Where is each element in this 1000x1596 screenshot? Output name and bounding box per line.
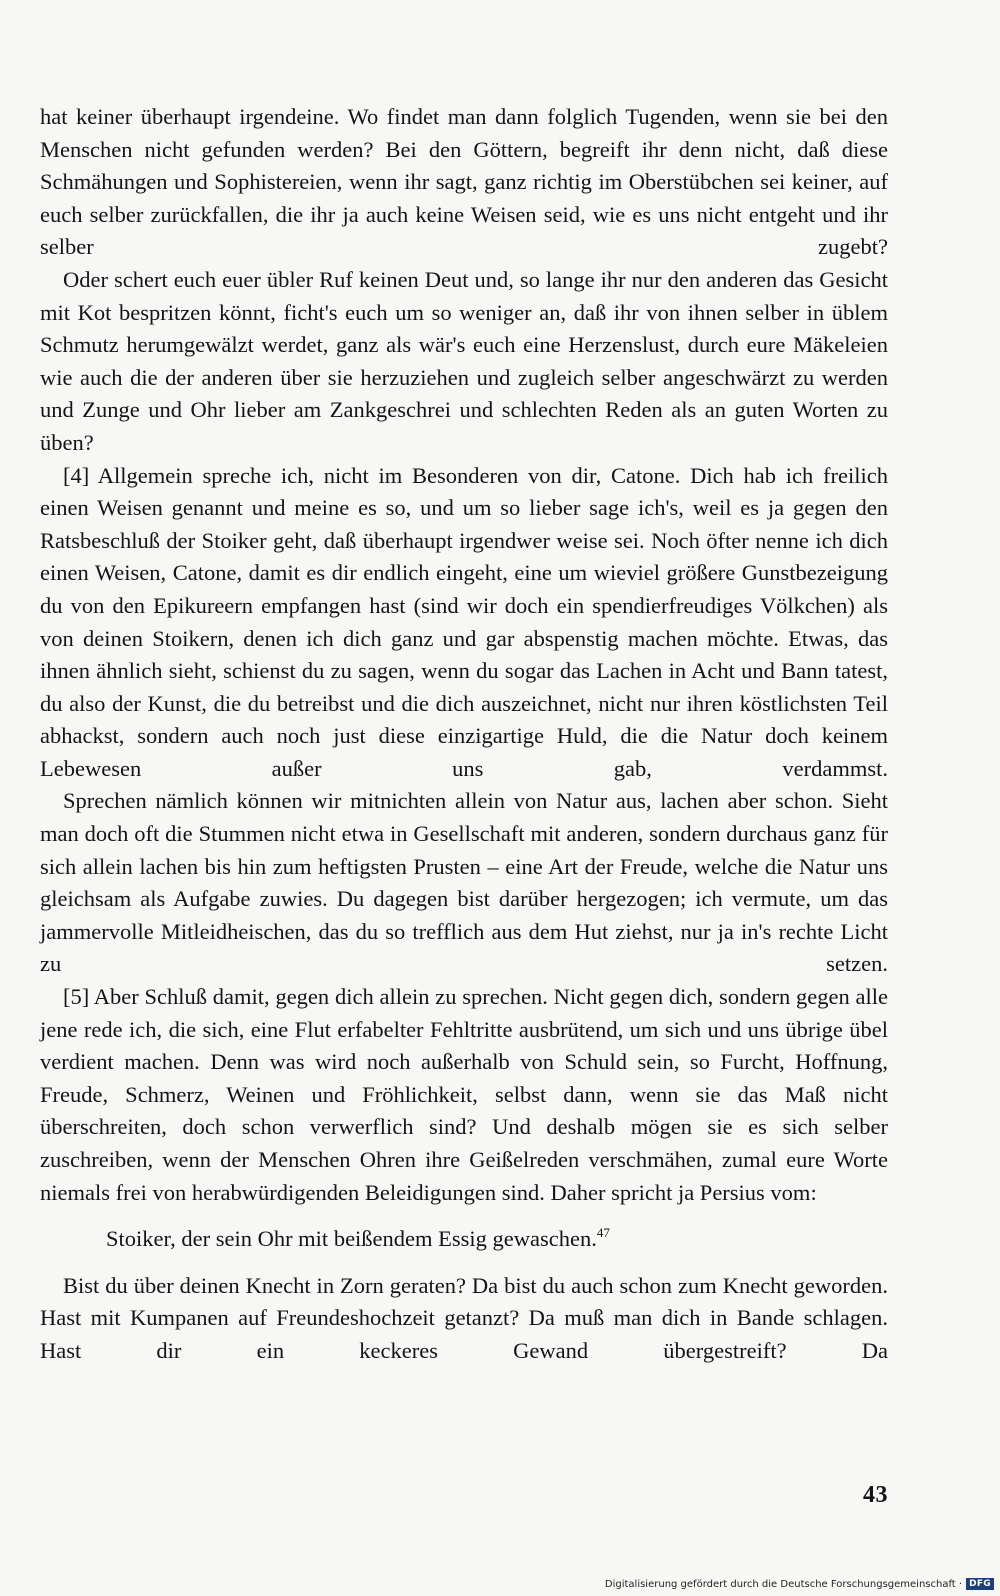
paragraph-1: hat keiner überhaupt irgendeine. Wo findet man dann folglich Tugenden, wenn sie bei den Menschen nicht gefunden werden? Bei den Göttern, begreift ihr denn nicht, daß diese Schmähungen und Sophistereien, wenn ihr sagt, ganz richtig im Oberstübchen sei keiner, auf euch selber zurückfallen, die ihr ja auch keine Weisen seid, wie es uns nicht entgeht und ihr selber zugebt? [40, 104, 888, 260]
block-quote [106, 1223, 888, 1256]
page-number: 43 [863, 1482, 888, 1508]
dfg-logo: DFG [966, 1578, 994, 1590]
paragraph-2: Oder schert euch euer übler Ruf keinen Deut und, so lange ihr nur den anderen das Gesicht mit Kot bespritzen könnt, ficht's euch um so weniger an, daß ihr von ihnen selber in üblem Schmutz herumgewälzt werdet, ganz als wär's euch eine Herzenslust, durch eure Mäkeleien wie auch die der anderen über sie herzuziehen und zugleich selber angeschwärzt zu werden und Zunge und Ohr lieber am Zankgeschrei und schlechten Reden als an guten Worten zu üben? [40, 266, 888, 455]
paragraph-3: [4] Allgemein spreche ich, nicht im Besonderen von dir, Catone. Dich hab ich freilich einen Weisen genannt und meine es so, und um so lieber sage ich's, weil es ja gegen den Ratsbeschluß der Stoiker geht, daß überhaupt irgendwer weise sei. Noch öfter nenne ich dich einen Weisen, Catone, damit es dir endlich eingeht, eine um wieviel größere Gunstbezeigung du von den Epikureern empfangen hast (sind wir doch ein spendierfreudiges Völkchen) als von deinen Stoikern, denen ich dich ganz und gar abspenstig machen möchte. Etwas, das ihnen ähnlich sieht, schienst du zu sagen, wenn du sogar das Lachen in Acht und Bann tatest, du also der Kunst, die du betreibst und die dich auszeichnet, nicht nur ihren köstlichsten Teil abhackst, sondern auch noch just diese einzigartige Huld, die die Natur doch keinem Lebewesen außer uns gab, verdammst. [40, 462, 888, 781]
quote-text: Stoiker, der sein Ohr mit beißendem Essig gewaschen. [106, 1226, 597, 1252]
paragraph-6: Bist du über deinen Knecht in Zorn geraten? Da bist du auch schon zum Knecht geworden. Hast mit Kumpanen auf Freundeshochzeit getanzt? Da muß man dich in Bande schlagen. Hast dir ein keckeres Gewand übergestreift? Da [40, 1272, 888, 1363]
footnote-reference[interactable]: 47 [596, 1225, 610, 1241]
paragraph-4: Sprechen nämlich können wir mitnichten allein von Natur aus, lachen aber schon. Sieht man doch oft die Stummen nicht etwa in Gesellschaft mit anderen, sondern durchaus ganz für sich allein lachen bis hin zum heftigsten Prusten – eine Art der Freude, welche die Natur uns gleichsam als Aufgabe zuwies. Du dagegen bist darüber hergezogen; ich vermute, um das jammervolle Mitleidheischen, das du so trefflich aus dem Hut ziehst, nur ja in's rechte Licht zu setzen. [40, 788, 888, 977]
digitization-footer [605, 1578, 994, 1590]
body-text [40, 101, 888, 1368]
paragraph-5: [5] Aber Schluß damit, gegen dich allein zu sprechen. Nicht gegen dich, sondern gegen alle jene rede ich, die sich, eine Flut erfabelter Fehltritte ausbrütend, um sich und uns übrige übel verdient machen. Denn was wird noch außerhalb von Schuld sein, so Furcht, Hoffnung, Freude, Schmerz, Weinen und Fröhlichkeit, selbst dann, wenn sie das Maß nicht überschreiten, doch schon verwerflich sind? Und deshalb mögen sie es sich selber zuschreiben, wenn der Menschen Ohren ihre Geißelreden verschmähen, zumal eure Worte niemals frei von herabwürdigenden Beleidigungen sind. Daher spricht ja Persius vom: [40, 984, 888, 1205]
footer-text: Digitalisierung gefördert durch die Deutsche Forschungsgemeinschaft · [604, 1578, 963, 1590]
